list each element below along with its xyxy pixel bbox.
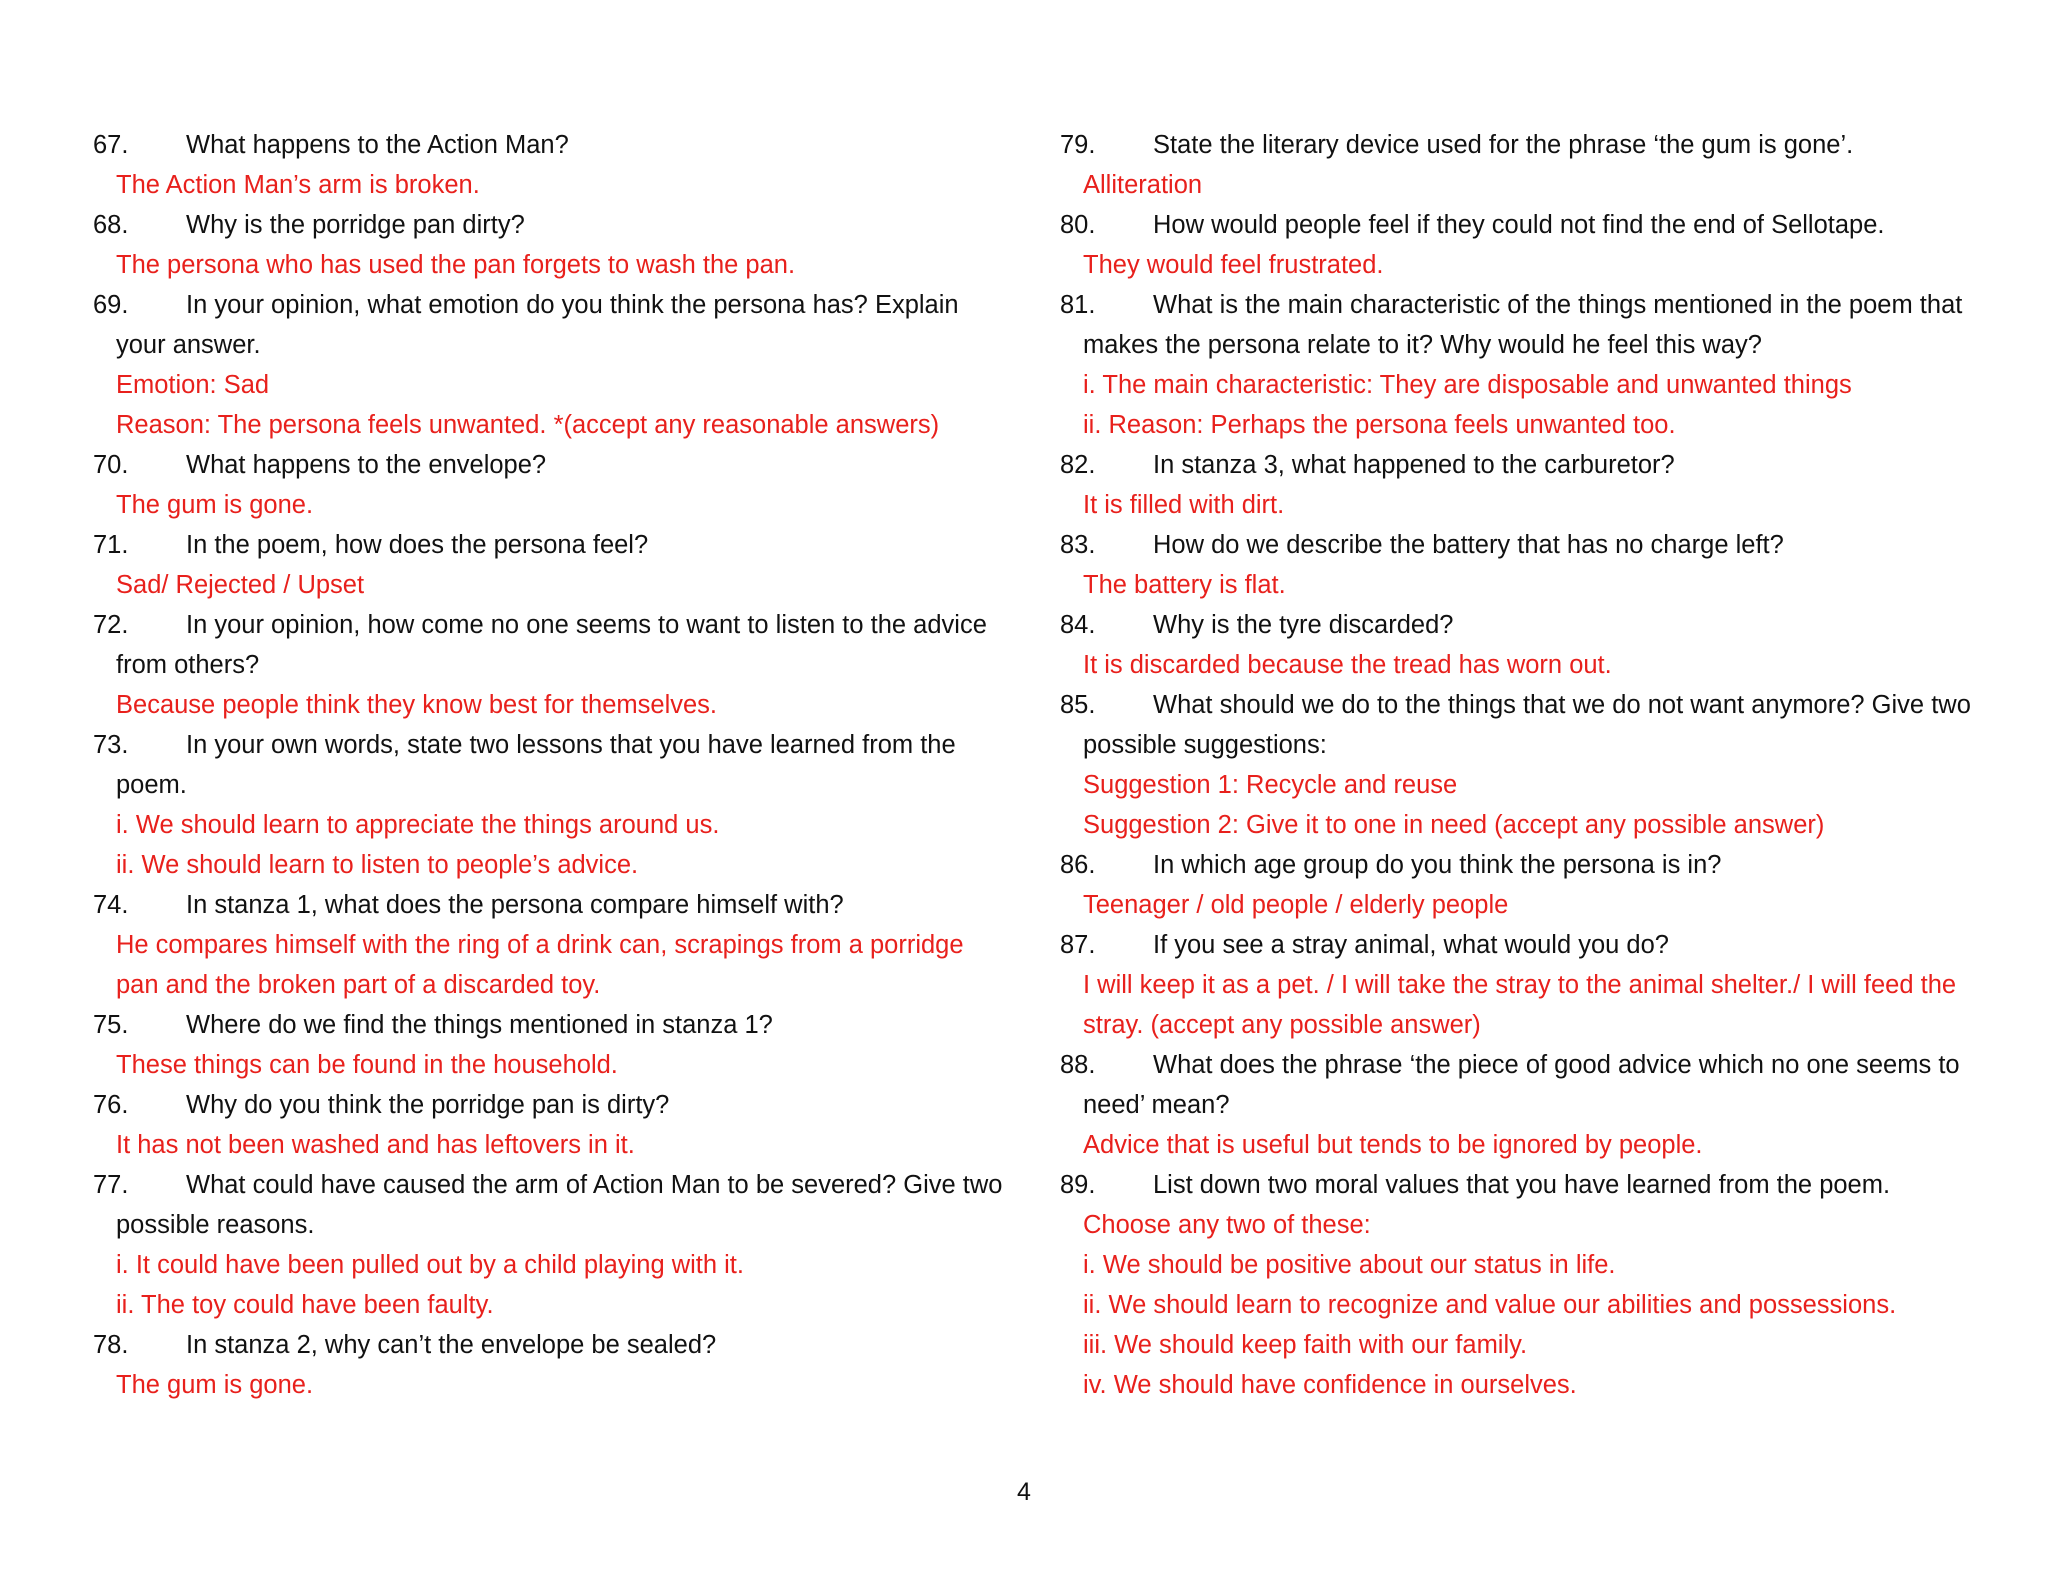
question-number: 81. <box>1060 291 1096 319</box>
question-number: 73. <box>93 731 129 759</box>
question-number: 74. <box>93 891 129 919</box>
right-column <box>1060 125 2000 1405</box>
answer-text: Reason: The persona feels unwanted. *(accept any reasonable answers) <box>116 411 940 439</box>
question-number: 77. <box>93 1171 129 1199</box>
question-number: 71. <box>93 531 129 559</box>
question-text: State the literary device used for the phrase ‘the gum is gone’. <box>1153 131 1854 159</box>
answer-text: The gum is gone. <box>116 1371 314 1399</box>
answer-text: Suggestion 1: Recycle and reuse <box>1083 771 1458 799</box>
question-number: 69. <box>93 291 129 319</box>
answer-text: Suggestion 2: Give it to one in need (accept any possible answer) <box>1083 811 1825 839</box>
question-item-79 <box>1060 125 2000 205</box>
question-number: 86. <box>1060 851 1096 879</box>
left-column <box>93 125 1013 1405</box>
question-item-78 <box>93 1325 1013 1405</box>
answer-text: Because people think they know best for themselves. <box>116 691 718 719</box>
question-text: What does the phrase ‘the piece of good advice which no one seems to need’ mean? <box>1083 1051 1960 1119</box>
answer-text: ii. The toy could have been faulty. <box>116 1291 494 1319</box>
answer-text: He compares himself with the ring of a drink can, scrapings from a porridge pan and the broken part of a discarded toy. <box>116 931 964 999</box>
question-item-85 <box>1060 685 2000 845</box>
question-text: Why do you think the porridge pan is dirty? <box>186 1091 670 1119</box>
answer-text: These things can be found in the household. <box>116 1051 618 1079</box>
question-text: In your opinion, what emotion do you think the persona has? Explain your answer. <box>116 291 959 359</box>
question-item-71 <box>93 525 1013 605</box>
question-item-81 <box>1060 285 2000 445</box>
answer-text: ii. We should learn to recognize and value our abilities and possessions. <box>1083 1291 1897 1319</box>
question-item-77 <box>93 1165 1013 1325</box>
page-number: 4 <box>1017 1478 1031 1506</box>
question-item-86 <box>1060 845 2000 925</box>
question-number: 89. <box>1060 1171 1096 1199</box>
answer-text: Choose any two of these: <box>1083 1211 1371 1239</box>
answer-text: I will keep it as a pet. / I will take the stray to the animal shelter./ I will feed the stray. (accept any possible answer) <box>1083 971 1957 1039</box>
question-item-89 <box>1060 1165 2000 1405</box>
answer-text: They would feel frustrated. <box>1083 251 1384 279</box>
question-number: 87. <box>1060 931 1096 959</box>
question-number: 76. <box>93 1091 129 1119</box>
answer-text: The battery is flat. <box>1083 571 1286 599</box>
question-text: How would people feel if they could not find the end of Sellotape. <box>1153 211 1885 239</box>
question-number: 83. <box>1060 531 1096 559</box>
question-item-83 <box>1060 525 2000 605</box>
answer-text: The gum is gone. <box>116 491 314 519</box>
question-text: Where do we find the things mentioned in stanza 1? <box>186 1011 773 1039</box>
question-text: What could have caused the arm of Action Man to be severed? Give two possible reasons. <box>116 1171 1003 1239</box>
question-number: 82. <box>1060 451 1096 479</box>
question-number: 67. <box>93 131 129 159</box>
answer-text: Alliteration <box>1083 171 1203 199</box>
question-text: What happens to the envelope? <box>186 451 547 479</box>
question-number: 78. <box>93 1331 129 1359</box>
question-item-87 <box>1060 925 2000 1045</box>
question-text: Why is the tyre discarded? <box>1153 611 1454 639</box>
question-number: 68. <box>93 211 129 239</box>
question-text: In which age group do you think the persona is in? <box>1153 851 1722 879</box>
question-item-75 <box>93 1005 1013 1085</box>
question-item-73 <box>93 725 1013 885</box>
question-text: How do we describe the battery that has no charge left? <box>1153 531 1784 559</box>
question-item-88 <box>1060 1045 2000 1165</box>
question-item-70 <box>93 445 1013 525</box>
question-text: What happens to the Action Man? <box>186 131 569 159</box>
question-text: If you see a stray animal, what would you do? <box>1153 931 1669 959</box>
answer-text: Emotion: Sad <box>116 371 270 399</box>
answer-text: It is discarded because the tread has worn out. <box>1083 651 1612 679</box>
answer-text: ii. We should learn to listen to people’s advice. <box>116 851 639 879</box>
question-item-68 <box>93 205 1013 285</box>
question-text: In your opinion, how come no one seems to want to listen to the advice from others? <box>116 611 987 679</box>
answer-text: i. We should learn to appreciate the things around us. <box>116 811 720 839</box>
question-item-84 <box>1060 605 2000 685</box>
question-item-67 <box>93 125 1013 205</box>
answer-text: Teenager / old people / elderly people <box>1083 891 1509 919</box>
answer-text: ii. Reason: Perhaps the persona feels unwanted too. <box>1083 411 1676 439</box>
question-number: 85. <box>1060 691 1096 719</box>
question-text: List down two moral values that you have learned from the poem. <box>1153 1171 1891 1199</box>
question-number: 70. <box>93 451 129 479</box>
question-number: 79. <box>1060 131 1096 159</box>
answer-text: Sad/ Rejected / Upset <box>116 571 365 599</box>
answer-text: iii. We should keep faith with our family. <box>1083 1331 1528 1359</box>
question-text: What is the main characteristic of the things mentioned in the poem that makes the persona relate to it? Why would he feel this way? <box>1083 291 1963 359</box>
answer-text: It has not been washed and has leftovers in it. <box>116 1131 635 1159</box>
question-number: 88. <box>1060 1051 1096 1079</box>
answer-text: i. The main characteristic: They are disposable and unwanted things <box>1083 371 1852 399</box>
answer-text: iv. We should have confidence in ourselves. <box>1083 1371 1577 1399</box>
question-item-72 <box>93 605 1013 725</box>
answer-text: The Action Man’s arm is broken. <box>116 171 480 199</box>
question-text: Why is the porridge pan dirty? <box>186 211 525 239</box>
question-number: 80. <box>1060 211 1096 239</box>
answer-text: It is filled with dirt. <box>1083 491 1285 519</box>
question-text: In stanza 2, why can’t the envelope be sealed? <box>186 1331 717 1359</box>
question-text: What should we do to the things that we do not want anymore? Give two possible suggestions: <box>1083 691 1971 759</box>
question-text: In stanza 1, what does the persona compare himself with? <box>186 891 844 919</box>
question-number: 84. <box>1060 611 1096 639</box>
question-item-74 <box>93 885 1013 1005</box>
question-item-69 <box>93 285 1013 445</box>
answer-text: Advice that is useful but tends to be ignored by people. <box>1083 1131 1703 1159</box>
answer-text: i. It could have been pulled out by a child playing with it. <box>116 1251 744 1279</box>
question-text: In stanza 3, what happened to the carburetor? <box>1153 451 1675 479</box>
question-text: In the poem, how does the persona feel? <box>186 531 649 559</box>
question-item-76 <box>93 1085 1013 1165</box>
answer-text: The persona who has used the pan forgets to wash the pan. <box>116 251 796 279</box>
answer-text: i. We should be positive about our status in life. <box>1083 1251 1616 1279</box>
question-item-80 <box>1060 205 2000 285</box>
question-text: In your own words, state two lessons that you have learned from the poem. <box>116 731 956 799</box>
question-item-82 <box>1060 445 2000 525</box>
question-number: 75. <box>93 1011 129 1039</box>
question-number: 72. <box>93 611 129 639</box>
